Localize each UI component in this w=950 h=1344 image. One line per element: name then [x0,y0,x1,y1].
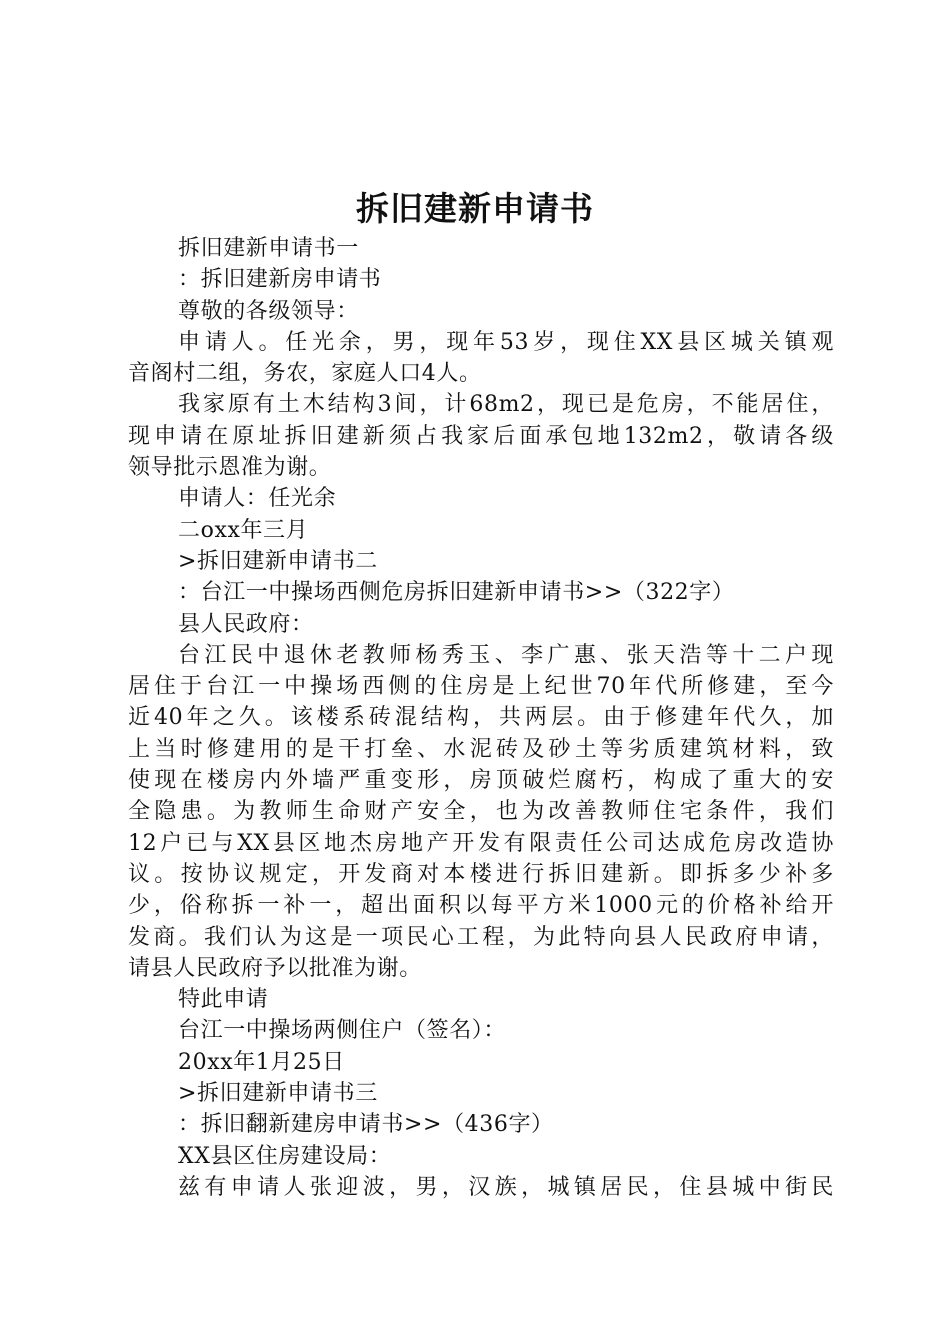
text-line: 我家原有土木结构3间，计68m2，现已是危房，不能居住， [178,392,834,418]
text-line: 上当时修建用的是干打垒、水泥砖及砂土等劣质建筑材料，致 [128,736,834,762]
text-line: 领导批示恩准为谢。 [128,455,332,481]
text-line: 兹有申请人张迎波，男，汉族，城镇居民，住县城中街民 [178,1174,834,1200]
text-line: >拆旧建新申请书二 [178,548,378,574]
text-line: 使现在楼房内外墙严重变形，房顶破烂腐朽，构成了重大的安 [128,768,834,794]
text-line: 全隐患。为教师生命财产安全，也为改善教师住宅条件，我们 [128,799,834,825]
document-body [128,233,834,1203]
text-line: 二oxx年三月 [178,517,309,543]
text-line: 现申请在原址拆旧建新须占我家后面承包地132m2，敬请各级 [128,423,834,449]
text-line: 请县人民政府予以批准为谢。 [128,955,422,981]
text-line: 音阁村二组，务农，家庭人口4人。 [128,361,482,387]
text-line: 台江一中操场两侧住户（签名）： [178,1018,507,1044]
text-line: 台江民中退休老教师杨秀玉、李广惠、张天浩等十二户现 [178,642,834,668]
text-line: 申请人：任光余 [178,486,337,512]
text-line: 近40年之久。该楼系砖混结构，共两层。由于修建年代久，加 [128,705,834,731]
text-line: 居住于台江一中操场西侧的住房是上纪世70年代所修建，至今 [128,674,834,700]
text-line: 20xx年1月25日 [178,1049,345,1075]
text-line: 尊敬的各级领导： [178,298,359,324]
text-line: 县人民政府： [178,611,314,637]
text-line: XX县区住房建设局： [178,1143,392,1169]
text-line: 特此申请 [178,987,269,1013]
text-line: ：拆旧翻新建房申请书>>（436字） [178,1112,554,1138]
text-line: ：台江一中操场西侧危房拆旧建新申请书>>（322字） [178,580,735,606]
text-line: 拆旧建新申请书一 [178,236,359,261]
text-line: ：拆旧建新房申请书 [178,267,382,293]
text-line: 议。按协议规定，开发商对本楼进行拆旧建新。即拆多少补多 [128,861,834,887]
text-line: >拆旧建新申请书三 [178,1081,378,1107]
document-title: 拆旧建新申请书 [356,189,594,228]
text-line: 发商。我们认为这是一项民心工程，为此特向县人民政府申请， [128,924,834,950]
text-line: 少，俗称拆一补一，超出面积以每平方米1000元的价格补给开 [128,893,834,919]
text-line: 申请人。任光余，男，现年53岁，现住XX县区城关镇观 [178,329,834,355]
text-line: 12户已与XX县区地杰房地产开发有限责任公司达成危房改造协 [128,830,834,856]
